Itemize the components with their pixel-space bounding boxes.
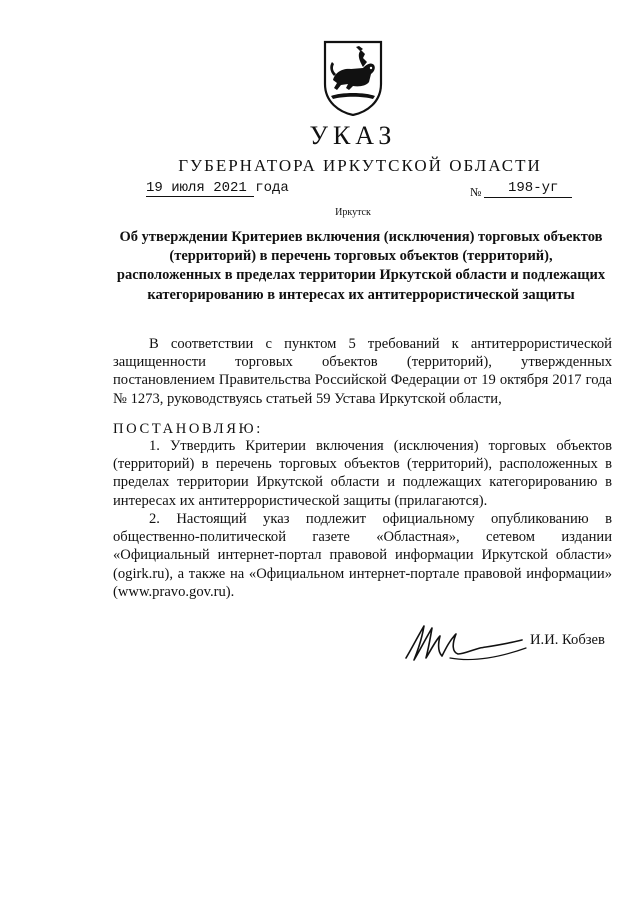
document-title: УКАЗ (309, 121, 397, 150)
coat-of-arms-icon (319, 38, 387, 116)
clause-1-paragraph: 1. Утвердить Критерии включения (исключения) торговых объектов (территорий) в перечень торговых объектов (территорий), расположенных в пределах территории Иркутской области и подлежащих категорированию в интересах их антитеррористической защиты (прилагаются). (113, 438, 612, 509)
clause-2-paragraph: 2. Настоящий указ подлежит официальному опубликованию в общественно-политической газете «Областная», сетевом издании «Официальный интернет-портал правовой информации Иркутской области» (ogirk.ru), а также на «Официальном интернет-портале правовой информации» (www.pravo.gov.ru). (113, 511, 612, 600)
decree-word: ПОСТАНОВЛЯЮ: (113, 421, 263, 437)
number-sign: № (470, 185, 482, 199)
document-city: Иркутск (335, 207, 371, 218)
document-number: 198-уг (508, 180, 559, 196)
number-underline (484, 197, 572, 198)
signature-icon (402, 618, 540, 674)
document-subtitle: ГУБЕРНАТОРА ИРКУТСКОЙ ОБЛАСТИ (178, 156, 542, 175)
document-heading: Об утверждении Критериев включения (исключения) торговых объектов (территорий) в перечень торговых объектов (территорий), расположенных в пределах территории Иркутской области и подлежащих категорированию в интересах их антитеррористической защиты (116, 229, 606, 303)
document-date: 19 июля 2021 года (146, 180, 289, 196)
date-underline (146, 196, 254, 197)
preamble-paragraph: В соответствии с пунктом 5 требований к антитеррористической защищенности торговых объектов (территорий), утвержденных постановлением Правительства Российской Федерации от 19 октября 2017 года № 1273, руководствуясь статьей 59 Устава Иркутской области, (113, 336, 612, 407)
signer-name: И.И. Кобзев (530, 632, 605, 648)
